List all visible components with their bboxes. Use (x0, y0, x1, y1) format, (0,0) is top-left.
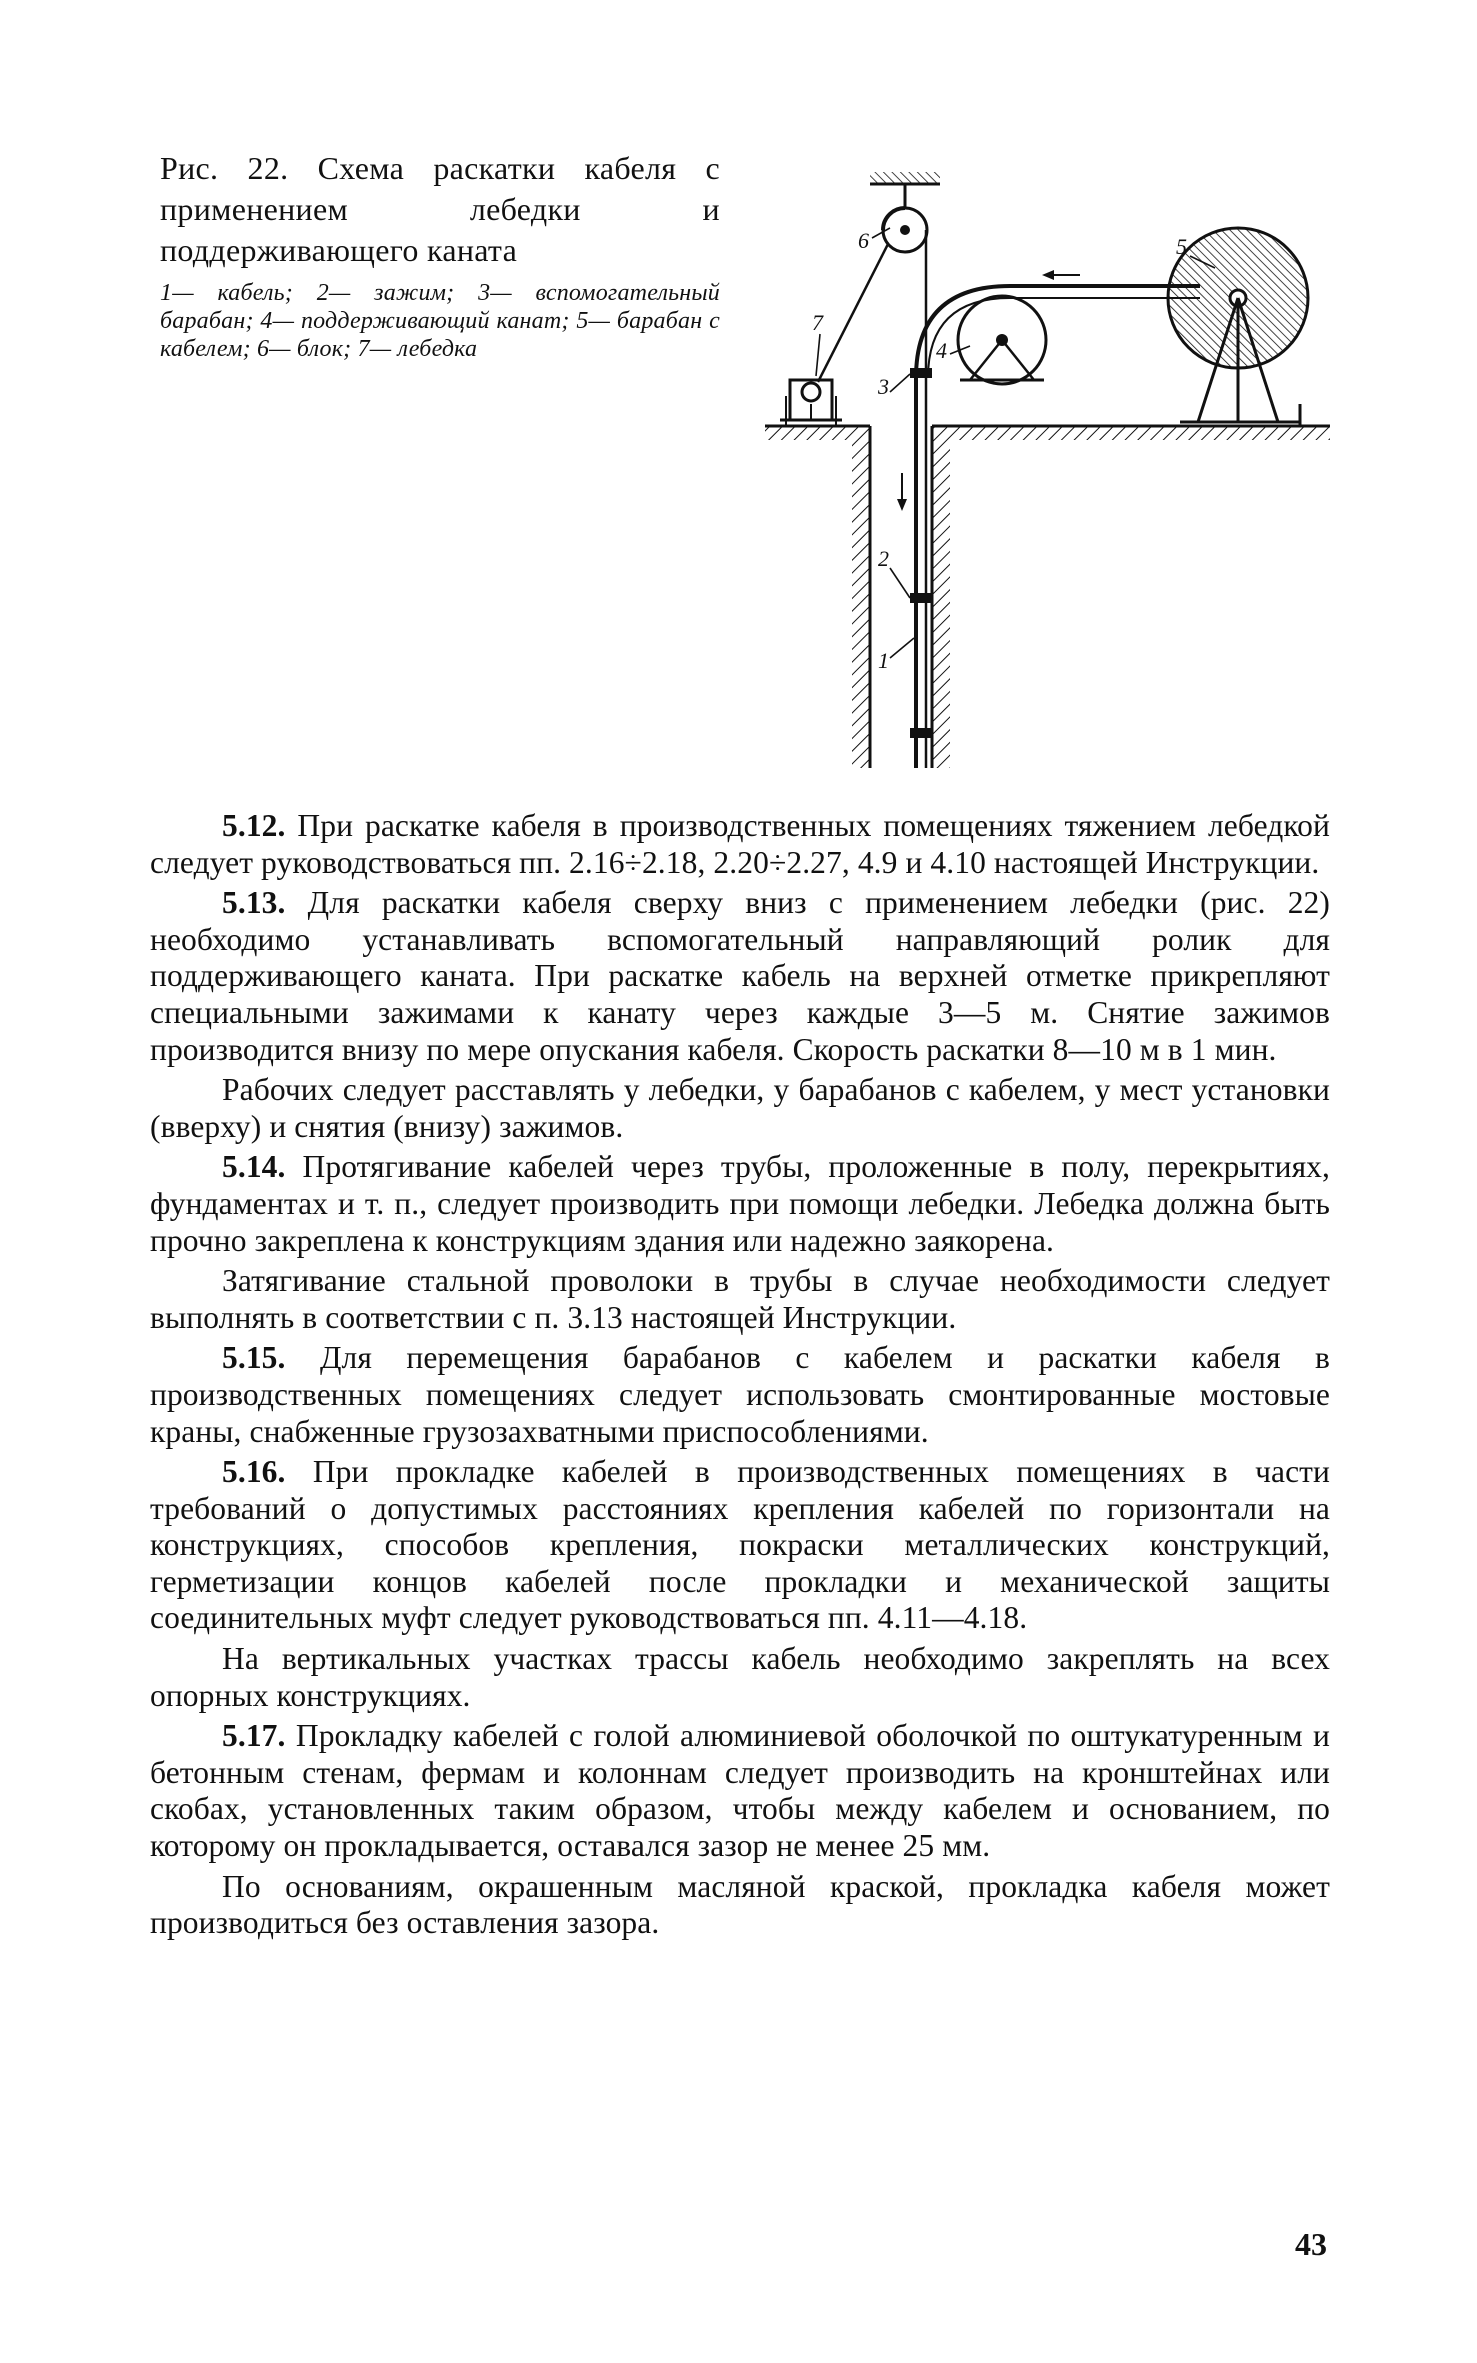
paragraph-text: Для раскатки кабеля сверху вниз с применением лебедки (рис. 22) необходимо устанавливать вспомогательный направляющий ролик для поддерживающего каната. При раскатке кабель на верхней отметке прикрепляют специальными зажимами к канату через каждые 3—5 м. Снятие зажимов производится внизу по мере опускания кабеля. Скорость раскатки 8—10 м в 1 мин. (150, 885, 1330, 1067)
figure-caption (160, 148, 720, 363)
paragraph-number: 5.13. (222, 885, 286, 921)
paragraph-5-14-wire (150, 1263, 1330, 1336)
page-number: 43 (1295, 2226, 1327, 2262)
leader-lines (816, 228, 1215, 658)
paragraph-text: При прокладке кабелей в производственных помещениях в части требований о допустимых расстояниях крепления кабелей по горизонтали на конструкциях, способов крепления, покраски металлических конструкций, герметизации концов кабелей после прокладки и механической защиты соединительных муфт следует руководствоваться пп. 4.11—4.18. (150, 1454, 1330, 1636)
paragraph-text: При раскатке кабеля в производственных помещениях тяжением лебедкой следует руководствоваться пп. 2.16÷2.18, 2.20÷2.27, 4.9 и 4.10 настоящей Инструкции. (150, 808, 1330, 880)
paragraph-number: 5.17. (222, 1718, 286, 1754)
figure-caption-legend: 1— кабель; 2— зажим; 3— вспомогательный барабан; 4— поддерживающий канат; 5— барабан с кабелем; 6— блок; 7— лебедка (160, 280, 720, 362)
paragraph-text: Протягивание кабелей через трубы, проложенные в полу, перекрытиях, фундаментах и т. п., следует производить при помощи лебедки. Лебедка должна быть прочно закреплена к конструкциям здания или надежно заякорена. (150, 1149, 1330, 1258)
paragraph-5-17 (150, 1718, 1330, 1864)
paragraph-5-15 (150, 1340, 1330, 1450)
label-3: 3 (878, 374, 889, 399)
floor (765, 426, 1330, 440)
diagram-svg (760, 168, 1340, 780)
body-text (150, 808, 1330, 1942)
figure-22-cable-rolling-diagram (760, 168, 1340, 780)
paragraph-5-14 (150, 1149, 1330, 1259)
paragraph-5-13-workers (150, 1072, 1330, 1145)
paragraph-5-12 (150, 808, 1330, 881)
label-7: 7 (812, 310, 823, 335)
rope-winch-to-block (818, 244, 888, 382)
paragraph-number: 5.15. (222, 1340, 286, 1376)
paragraph-5-16-vertical (150, 1641, 1330, 1714)
ceiling-support (870, 172, 940, 208)
paragraph-5-16 (150, 1454, 1330, 1637)
paragraph-text: Для перемещения барабанов с кабелем и раскатки кабеля в производственных помещениях следует использовать смонтированные мостовые краны, снабженные грузозахватными приспособлениями. (150, 1340, 1330, 1449)
label-1: 1 (878, 648, 889, 673)
paragraph-number: 5.16. (222, 1454, 286, 1490)
cable-drum-5 (1168, 228, 1308, 426)
paragraph-5-17-paint (150, 1869, 1330, 1942)
direction-arrows (897, 270, 1080, 511)
cable-1-path (916, 286, 1200, 768)
label-5: 5 (1176, 234, 1187, 259)
paragraph-number: 5.12. (222, 808, 286, 843)
label-4: 4 (936, 338, 947, 363)
paragraph-text: По основаниям, окрашенным масляной краской, прокладка кабеля может производиться без оставления зазора. (150, 1868, 1330, 1941)
figure-caption-title: Рис. 22. Схема раскатки кабеля с применением лебедки и поддерживающего каната (160, 150, 720, 268)
block-6 (883, 208, 927, 252)
label-6: 6 (858, 228, 869, 253)
paragraph-number: 5.14. (222, 1149, 286, 1185)
paragraph-text: На вертикальных участках трассы кабель необходимо закреплять на всех опорных конструкциях. (150, 1641, 1330, 1713)
paragraph-text: Затягивание стальной проволоки в трубы в случае необходимости следует выполнять в соответствии с п. 3.13 настоящей Инструкции. (150, 1263, 1330, 1335)
paragraph-text: Рабочих следует расставлять у лебедки, у барабанов с кабелем, у мест установки (вверху) и снятия (внизу) зажимов. (150, 1072, 1330, 1144)
clamps-2 (910, 368, 932, 738)
label-2: 2 (878, 546, 889, 571)
winch-7 (780, 380, 842, 426)
auxiliary-drum-3 (958, 296, 1046, 384)
paragraph-text: Прокладку кабелей с голой алюминиевой оболочкой по оштукатуренным и бетонным стенам, фермам и колоннам следует производить на кронштейнах или скобах, установленных таким образом, чтобы между кабелем и основанием, по которому он прокладывается, оставался зазор не менее 25 мм. (150, 1718, 1330, 1864)
paragraph-5-13 (150, 885, 1330, 1068)
